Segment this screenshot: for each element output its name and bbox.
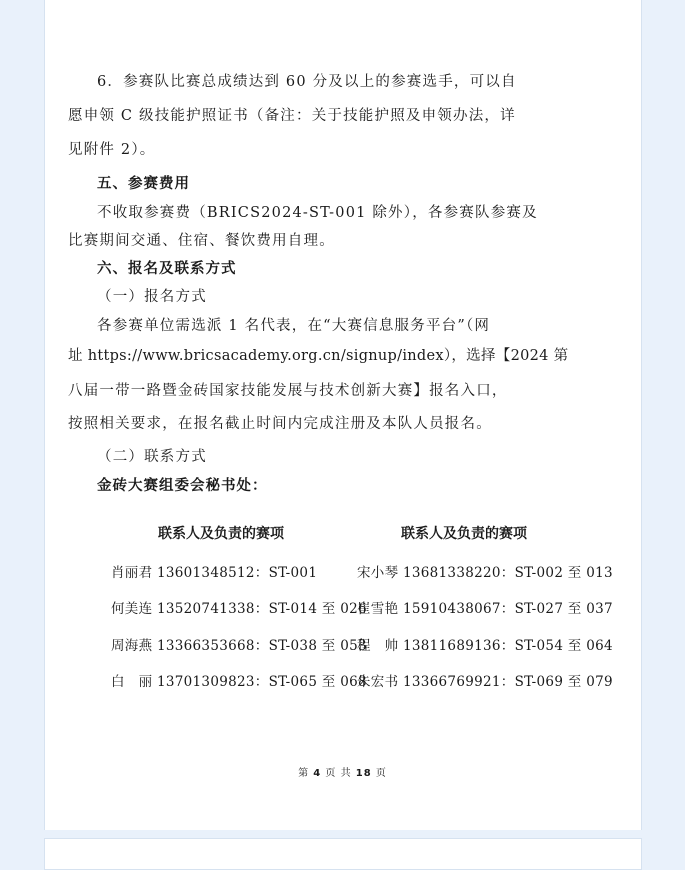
sub2-title: （二）联系方式 <box>97 449 207 465</box>
footer-middle: 页 共 <box>325 768 352 779</box>
footer-page-number: 4 <box>313 768 322 779</box>
footer-prefix: 第 <box>298 768 310 779</box>
contact-left-2: 何美连 13520741338：ST-014 至 026 <box>111 601 367 617</box>
sub1-line1: 各参赛单位需选派 1 名代表，在“大赛信息服务平台”（网 <box>97 318 491 334</box>
secretariat-label: 金砖大赛组委会秘书处： <box>97 478 268 494</box>
contact-right-4: 朱宏书 13366769921：ST-069 至 079 <box>357 674 613 690</box>
contact-left-4: 白 丽 13701309823：ST-065 至 068 <box>111 674 367 690</box>
page-footer <box>0 764 685 779</box>
footer-suffix: 页 <box>375 768 387 779</box>
item6-line1: 6．参赛队比赛总成绩达到 60 分及以上的参赛选手，可以自 <box>97 74 517 90</box>
section5-title: 五、参赛费用 <box>97 176 190 192</box>
contact-left-3: 周海燕 13366353668：ST-038 至 053 <box>111 638 367 654</box>
sub1-title: （一）报名方式 <box>97 289 207 305</box>
contact-right-1: 宋小琴 13681338220：ST-002 至 013 <box>357 565 613 581</box>
sub1-line2: 址 https://www.bricsacademy.org.cn/signup/index），选择【2024 第 <box>68 348 569 364</box>
contact-right-2: 崔雪艳 15910438067：ST-027 至 037 <box>357 601 613 617</box>
item6-line2: 愿申领 C 级技能护照证书（备注：关于技能护照及申领办法，详 <box>68 108 516 124</box>
contact-left-1: 肖丽君 13601348512：ST-001 <box>111 565 318 581</box>
footer-total-pages: 18 <box>355 768 372 779</box>
contact-right-3: 程 帅 13811689136：ST-054 至 064 <box>357 638 613 654</box>
sub1-line4: 按照相关要求，在报名截止时间内完成注册及本队人员报名。 <box>68 416 492 432</box>
contacts-header-right: 联系人及负责的赛项 <box>401 526 527 542</box>
item6-line3: 见附件 2）。 <box>68 142 156 158</box>
section5-line1: 不收取参赛费（BRICS2024-ST-001 除外），各参赛队参赛及 <box>97 205 538 221</box>
section6-title: 六、报名及联系方式 <box>97 261 237 277</box>
contacts-header-left: 联系人及负责的赛项 <box>158 526 284 542</box>
next-page-edge <box>44 838 642 870</box>
section5-line2: 比赛期间交通、住宿、餐饮费用自理。 <box>68 233 335 249</box>
sub1-line3: 八届一带一路暨金砖国家技能发展与技术创新大赛】报名入口， <box>68 383 508 399</box>
